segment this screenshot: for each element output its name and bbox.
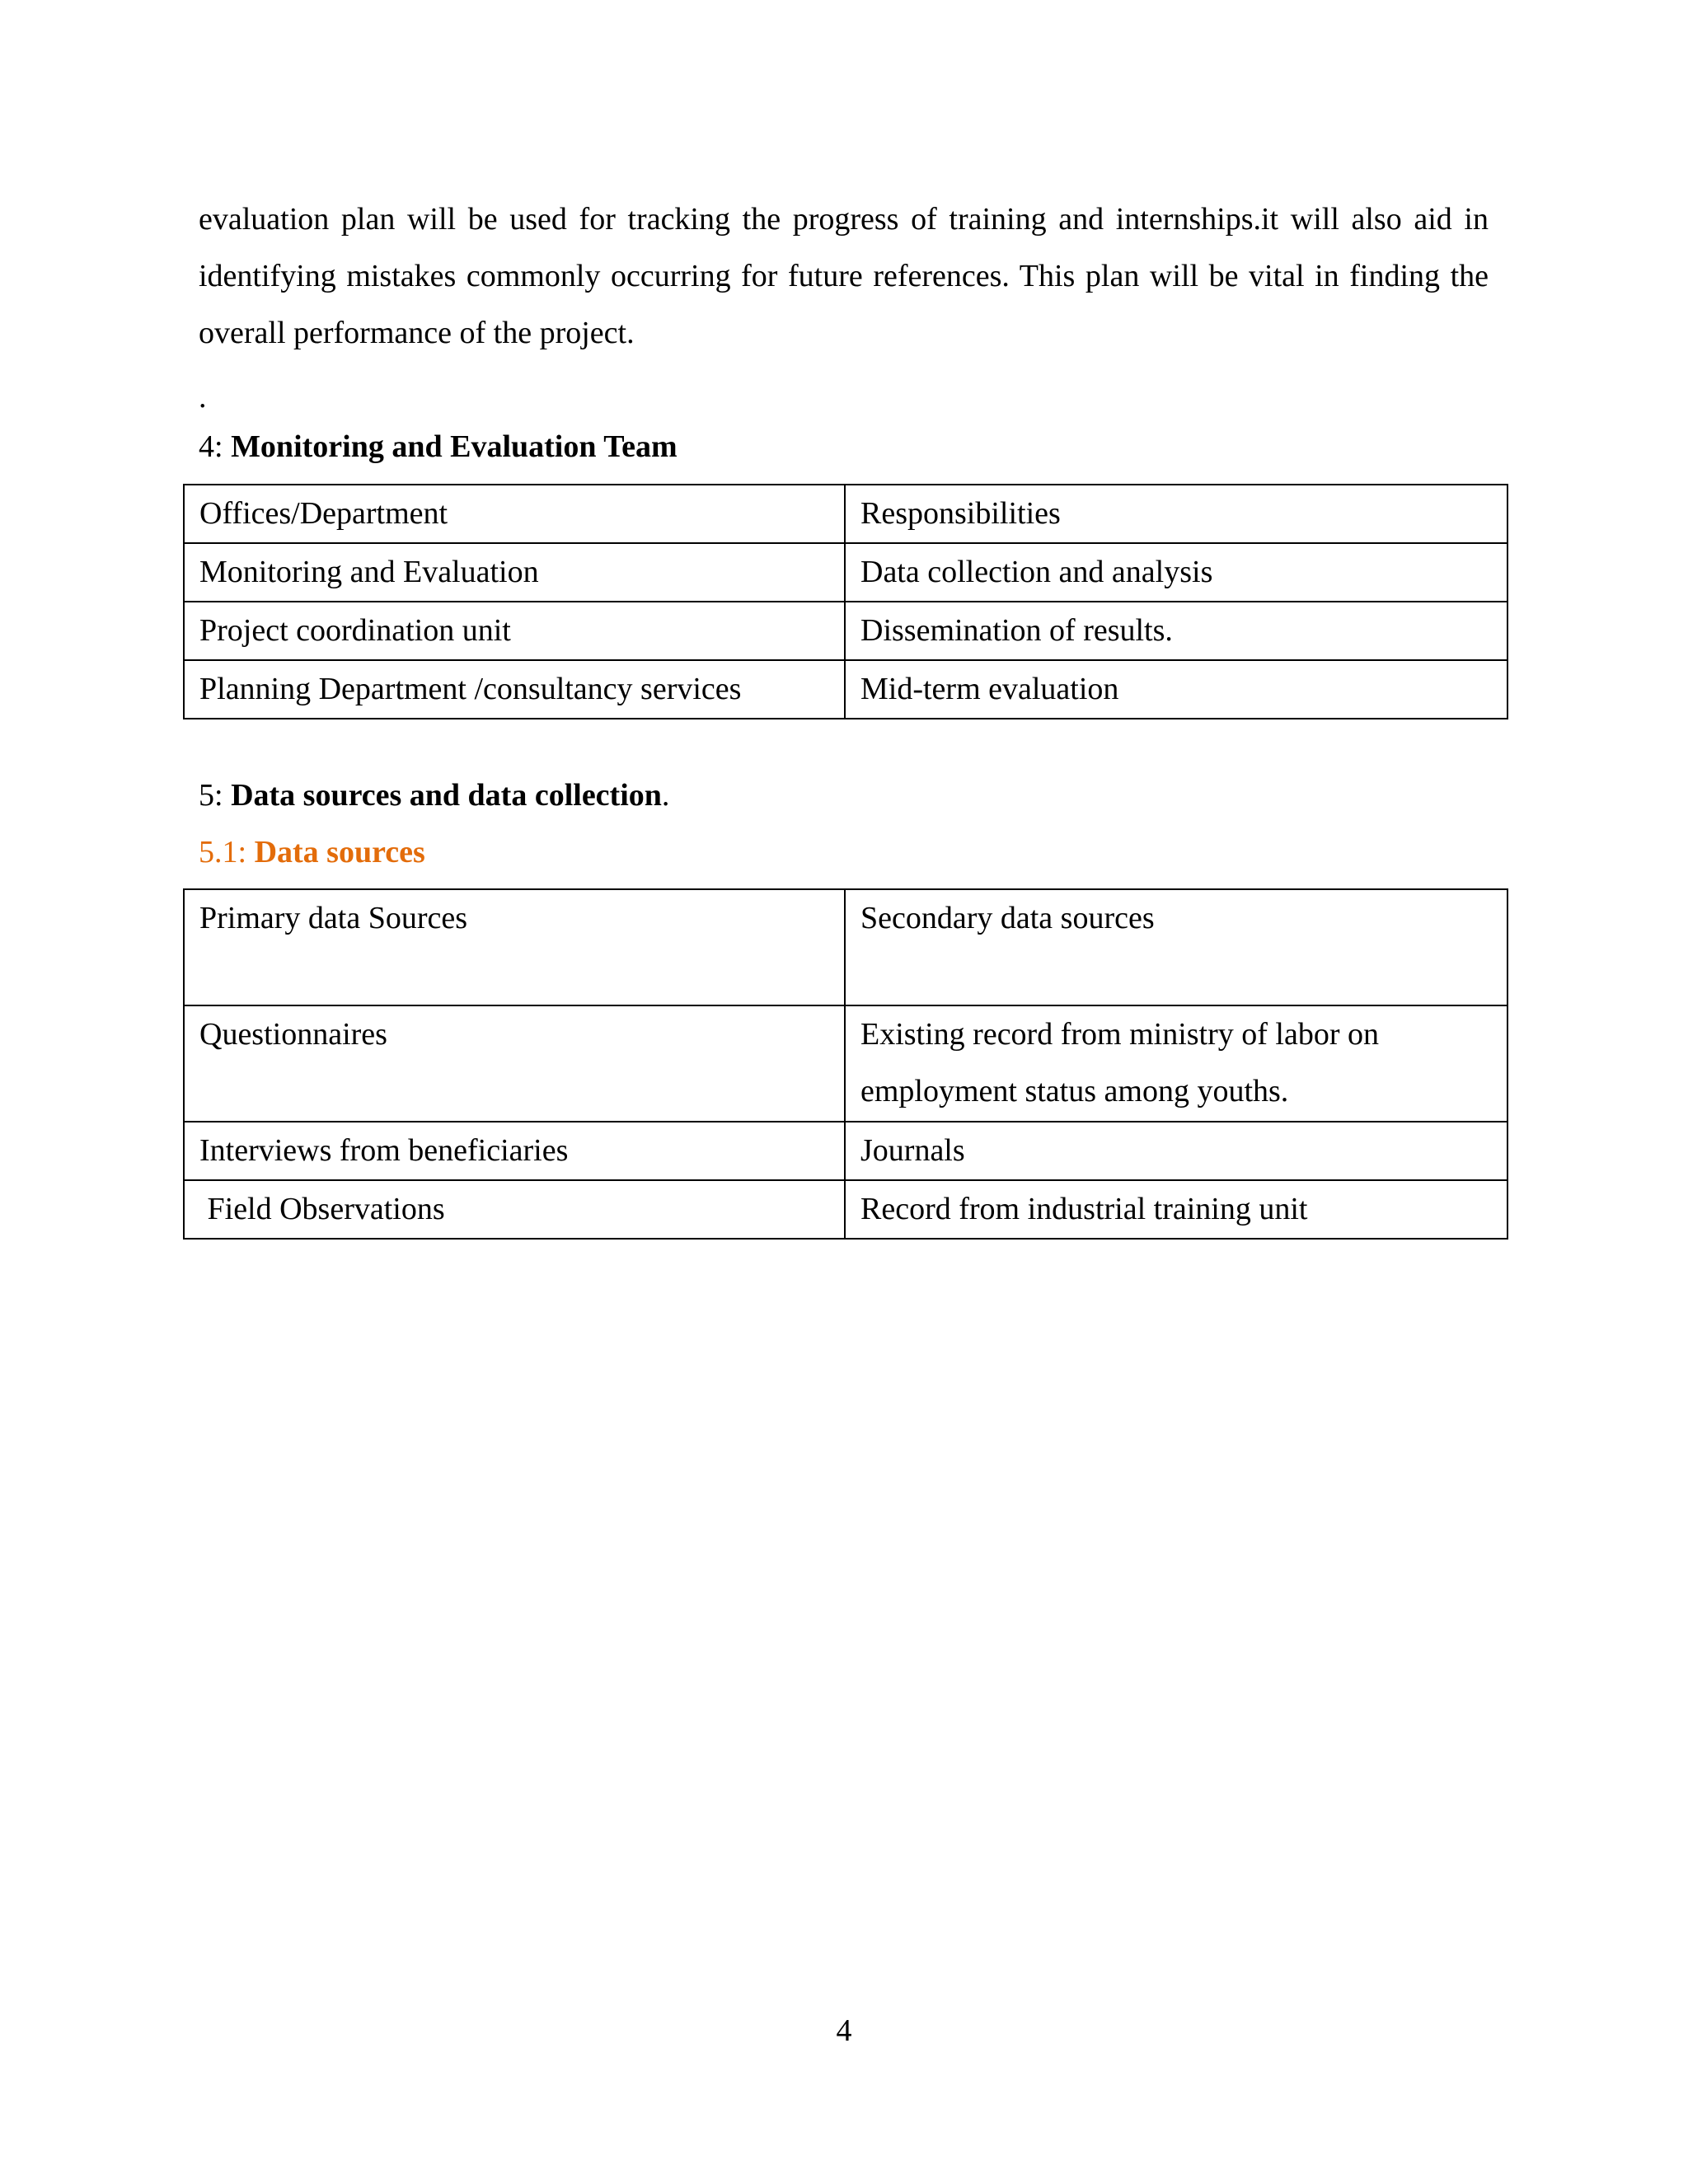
section-4-heading	[199, 419, 678, 476]
monitoring-team-table	[183, 484, 1508, 719]
table-cell-office: Project coordination unit	[184, 602, 845, 660]
section-5-heading	[199, 767, 669, 824]
table-row	[184, 543, 1507, 602]
table-row	[184, 602, 1507, 660]
table-cell-primary-source: Field Observations	[184, 1180, 845, 1239]
table-cell-responsibility: Dissemination of results.	[845, 602, 1507, 660]
table-row	[184, 1122, 1507, 1180]
section-4-number: 4:	[199, 429, 232, 464]
table-cell-office-header: Offices/Department	[184, 485, 845, 543]
section-5-suffix: .	[661, 778, 670, 813]
table-cell-primary-header: Primary data Sources	[184, 889, 845, 1005]
intro-paragraph: evaluation plan will be used for tracking the progress of training and internships.it will also aid in identifying mistakes commonly occurring for future references. This plan will be vital in finding the overall performance of the project.	[199, 202, 1489, 350]
table-cell-secondary-source: Existing record from ministry of labor on employment status among youths.	[845, 1005, 1507, 1122]
section-5-title: Data sources and data collection	[231, 778, 662, 813]
table-row	[184, 889, 1507, 1005]
table-cell-secondary-source: Journals	[845, 1122, 1507, 1180]
table-cell-primary-source: Questionnaires	[184, 1005, 845, 1122]
table-row	[184, 1005, 1507, 1122]
table-row	[184, 1180, 1507, 1239]
stray-dot: .	[199, 380, 207, 415]
section-5-1-heading	[199, 824, 425, 881]
table-cell-secondary-source: Record from industrial training unit	[845, 1180, 1507, 1239]
section-4-title: Monitoring and Evaluation Team	[231, 429, 678, 464]
table-cell-responsibility: Mid-term evaluation	[845, 660, 1507, 719]
table-cell-primary-source: Interviews from beneficiaries	[184, 1122, 845, 1180]
table-cell-office: Planning Department /consultancy services	[184, 660, 845, 719]
page-number: 4	[836, 2013, 852, 2048]
section-5-number: 5:	[199, 778, 232, 813]
table-cell-responsibility-header: Responsibilities	[845, 485, 1507, 543]
table-row	[184, 485, 1507, 543]
table-cell-secondary-header: Secondary data sources	[845, 889, 1507, 1005]
table-cell-responsibility: Data collection and analysis	[845, 543, 1507, 602]
data-sources-table	[183, 888, 1508, 1240]
table-cell-office: Monitoring and Evaluation	[184, 543, 845, 602]
section-5-1-number: 5.1:	[199, 835, 255, 869]
section-5-1-title: Data sources	[254, 835, 425, 869]
table-row	[184, 660, 1507, 719]
